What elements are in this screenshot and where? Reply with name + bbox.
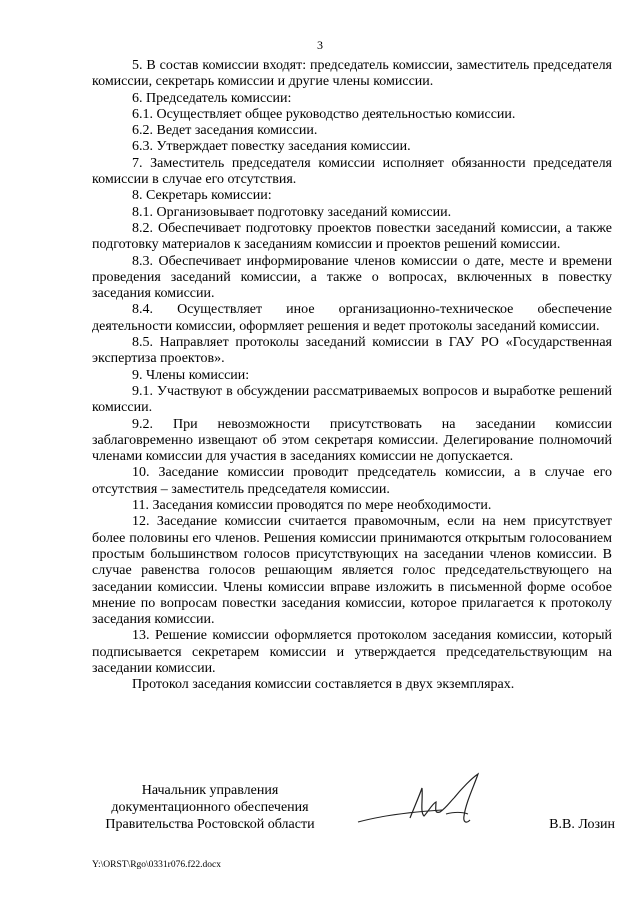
paragraph-8-5: 8.5. Направляет протоколы заседаний комиссии в ГАУ РО «Государственная экспертиза проектов». (92, 335, 612, 367)
paragraph-5: 5. В состав комиссии входят: председатель комиссии, заместитель председателя комиссии, секретарь комиссии и другие члены комиссии. (92, 58, 612, 90)
document-body (92, 58, 612, 694)
file-path: Y:\ORST\Rgo\0331r076.f22.docx (92, 860, 221, 870)
paragraph-11: 11. Заседания комиссии проводятся по мере необходимости. (132, 498, 492, 514)
signatory-title-line-1: Начальник управления (141, 783, 279, 798)
paragraph-8: 8. Секретарь комиссии: (132, 188, 272, 204)
paragraph-8-2: 8.2. Обеспечивает подготовку проектов повестки заседаний комиссии, а также подготовку материалов к заседаниям комиссии и проектов решений комиссии. (92, 220, 612, 253)
paragraph-8-3: 8.3. Обеспечивает информирование членов комиссии о дате, месте и времени проведения заседаний комиссии, а также о вопросах, включенных в повестку заседания комиссии. (92, 253, 612, 302)
signatory-title-line-2: документационного обеспечения (111, 800, 309, 815)
paragraph-9-2: 9.2. При невозможности присутствовать на заседании комиссии заблаговременно извещают об этом секретаря комиссии. Делегирование полномочий членами комиссии для участия в заседаниях комиссии не допускается. (92, 416, 612, 465)
paragraph-6: 6. Председатель комиссии: (132, 90, 292, 106)
paragraph-8-4: 8.4. Осуществляет иное организационно-техническое обеспечение деятельности комиссии, оформляет решения и ведет протоколы заседаний комиссии. (92, 302, 612, 334)
paragraph-9-1: 9.1. Участвуют в обсуждении рассматриваемых вопросов и выработке решений комиссии. (92, 383, 612, 416)
signature-block (95, 782, 615, 842)
paragraph-6-2: 6.2. Ведет заседания комиссии. (132, 123, 318, 139)
paragraph-13: 13. Решение комиссии оформляется протоколом заседания комиссии, который подписывается секретарем комиссии и утверждается председательствующим на заседании комиссии. (92, 628, 612, 676)
paragraph-8-1: 8.1. Организовывает подготовку заседаний комиссии. (132, 204, 452, 220)
paragraph-10: 10. Заседание комиссии проводит председатель комиссии, а в случае его отсутствия – заместитель председателя комиссии. (92, 465, 612, 497)
paragraph-7: 7. Заместитель председателя комиссии исполняет обязанности председателя комиссии в случае его отсутствия. (92, 155, 612, 188)
signatory-title-line-3: Правительства Ростовской области (105, 817, 315, 832)
page-number: 3 (317, 38, 323, 52)
handwritten-signature (350, 772, 490, 842)
paragraph-protocol: Протокол заседания комиссии составляется в двух экземплярах. (132, 677, 515, 693)
paragraph-6-1: 6.1. Осуществляет общее руководство деятельностью комиссии. (132, 106, 516, 122)
paragraph-9: 9. Члены комиссии: (132, 367, 250, 383)
signatory-title (95, 782, 325, 833)
paragraph-12: 12. Заседание комиссии считается правомочным, если на нем присутствует более половины его членов. Решения комиссии принимаются открытым голосованием простым большинством голосов присутствующих на заседании членов комиссии. В случае равенства голосов решающим является голос председательствующего на заседании комиссии. Члены комиссии вправе изложить в письменной форме особое мнение по вопросам повестки заседания комиссии, которое прилагается к протоколу заседания комиссии. (92, 514, 612, 628)
signatory-name: В.В. Лозин (549, 817, 615, 832)
paragraph-6-3: 6.3. Утверждает повестку заседания комиссии. (132, 139, 411, 155)
